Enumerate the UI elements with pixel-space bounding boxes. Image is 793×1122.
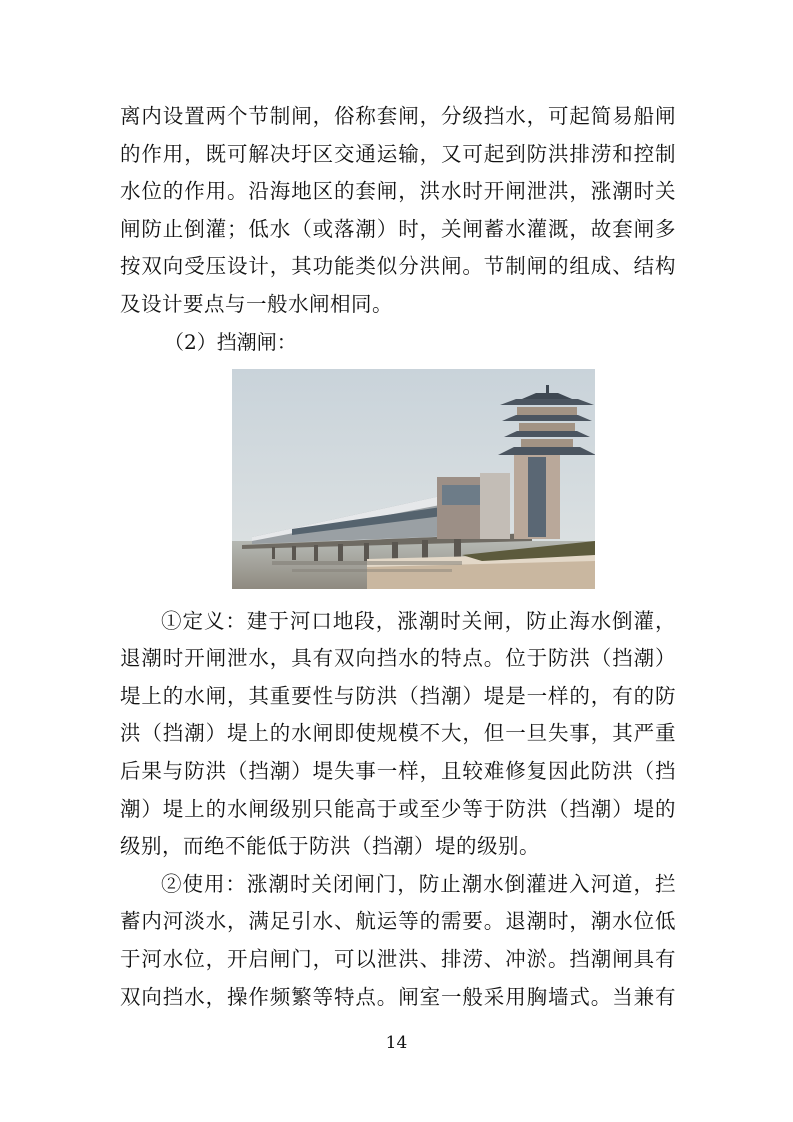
text-line: 退潮时开闸泄水，具有双向挡水的特点。位于防洪（挡潮） [120,646,676,671]
paragraph-continued [120,98,676,324]
text-line: 后果与防洪（挡潮）堤失事一样，且较难修复因此防洪（挡 [120,758,676,783]
text-line: 离内设置两个节制闸，俗称套闸，分级挡水，可起简易船闸 [120,104,676,128]
document-page [120,98,676,1016]
text-line: 水位的作用。沿海地区的套闸，洪水时开闸泄洪，涨潮时关 [120,179,676,204]
paragraph-usage [120,866,676,1016]
text-line: 按双向受压设计，其功能类似分洪闸。节制闸的组成、结构 [120,254,676,279]
text-line: ②使用：涨潮时关闭闸门，防止潮水倒灌进入河道，拦 [161,871,676,896]
text-line: 闸防止倒灌；低水（或落潮）时，关闸蓄水灌溉，故套闸多 [120,216,676,241]
text-line: 双向挡水，操作频繁等特点。闸室一般采用胸墙式。当兼有 [120,984,676,1009]
text-line: 洪（挡潮）堤上的水闸即使规模不大，但一旦失事，其严重 [120,721,676,746]
text-line: 潮）堤上的水闸级别只能高于或至少等于防洪（挡潮）堤的 [120,796,676,821]
paragraph-definition [120,603,676,866]
text-line: 于河水位，开启闸门，可以泄洪、排涝、冲淤。挡潮闸具有 [120,946,676,971]
text-line: 的作用，既可解决圩区交通运输，又可起到防洪排涝和控制 [120,141,676,166]
section-heading: （2）挡潮闸： [164,329,297,354]
text-line: 及设计要点与一般水闸相同。 [120,291,393,316]
page-number: 14 [385,1033,408,1053]
text-line: 级别，而绝不能低于防洪（挡潮）堤的级别。 [120,834,540,859]
tidal-gate-photo [232,369,595,589]
text-line: 蓄内河淡水，满足引水、航运等的需要。退潮时，潮水位低 [120,909,676,934]
text-line: ①定义：建于河口地段，涨潮时关闸，防止海水倒灌， [161,608,676,633]
text-line: 堤上的水闸，其重要性与防洪（挡潮）堤是一样的，有的防 [120,683,676,708]
